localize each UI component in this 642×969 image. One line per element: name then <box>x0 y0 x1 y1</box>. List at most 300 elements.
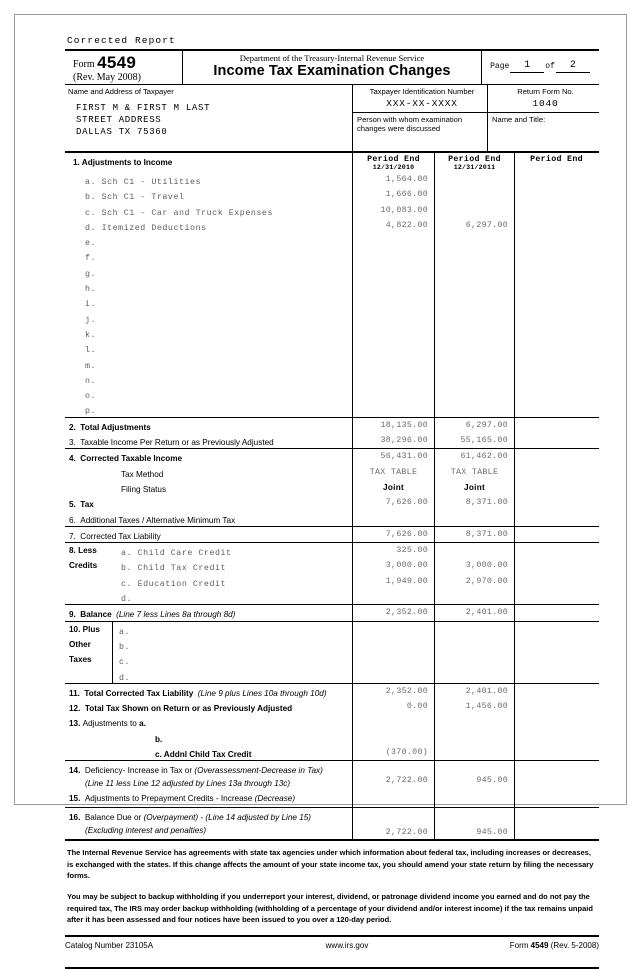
adjustment-p2 <box>435 187 515 202</box>
adjustment-p2 <box>435 371 515 386</box>
adjustment-desc <box>65 401 353 416</box>
filing-status-p2: Joint <box>435 480 515 495</box>
line-16-number: 16. <box>69 813 81 823</box>
other-tax-item <box>113 668 352 683</box>
period1-header-label: Period End <box>367 155 420 164</box>
credit-desc <box>65 574 353 589</box>
tax-method-p1: TAX TABLE <box>353 465 435 480</box>
period1-date: 12/31/2010 <box>372 164 415 171</box>
line-2-row <box>65 417 599 433</box>
adjustment-desc <box>65 310 353 325</box>
line-12-label: Total Tax Shown on Return or as Previously Adjusted <box>84 704 293 714</box>
corrected-report-label: Corrected Report <box>67 35 176 46</box>
adjustment-p3 <box>515 371 598 386</box>
line-5-row <box>65 495 599 510</box>
line-11-p2: 2,401.00 <box>435 684 515 699</box>
adjustment-p2 <box>435 248 515 263</box>
other-tax-row <box>65 652 599 667</box>
taxpayer-right-block <box>353 85 599 151</box>
credit-label: a. Child Care Credit <box>121 549 232 559</box>
line-8-number-label: 8. Less <box>69 546 97 556</box>
adjustment-row <box>65 233 599 248</box>
other-tax-letter: d. <box>119 673 131 683</box>
line-3-p1: 38,296.00 <box>353 433 435 448</box>
line-15-number: 15. <box>69 794 81 804</box>
other-tax-p3 <box>515 652 598 667</box>
adjustment-desc <box>65 187 353 202</box>
adjustment-p3 <box>515 279 598 294</box>
line-13-number: 13. <box>69 719 83 729</box>
line-13-p1: (370.00) <box>353 745 435 760</box>
adjustment-desc <box>65 248 353 263</box>
line-13-row <box>65 730 599 745</box>
line-9-row <box>65 604 599 620</box>
other-tax-row <box>65 637 599 652</box>
line-11-p3 <box>515 684 598 699</box>
credit-p2 <box>435 543 515 558</box>
credit-row <box>65 589 599 604</box>
line-4-p1: 56,431.00 <box>353 449 435 464</box>
credit-p3 <box>515 589 598 604</box>
line-8-block <box>65 542 599 604</box>
adjustment-p1 <box>353 248 435 263</box>
adjustment-p1 <box>353 294 435 309</box>
adjustment-p2 <box>435 356 515 371</box>
adjustment-p1 <box>353 356 435 371</box>
period2-header-label: Period End <box>448 155 501 164</box>
name-and-title-label: Name and Title: <box>492 115 546 124</box>
adjustment-row <box>65 325 599 340</box>
adjustment-p2 <box>435 279 515 294</box>
line-13-p3 <box>515 730 598 745</box>
line-6-p2 <box>435 511 515 526</box>
line-12-row <box>65 699 599 714</box>
credit-desc <box>65 558 353 573</box>
credit-side-label <box>65 574 117 589</box>
adjustment-desc <box>65 325 353 340</box>
taxpayer-address-block <box>65 85 353 151</box>
line-7-number: 7. <box>69 531 76 541</box>
credit-p3 <box>515 543 598 558</box>
other-tax-p1 <box>353 622 435 637</box>
adjustment-row <box>65 187 599 202</box>
line-7-p3 <box>515 527 598 542</box>
credit-row <box>65 558 599 573</box>
credit-p2: 3,000.00 <box>435 558 515 573</box>
adjustment-label: i. <box>85 300 97 310</box>
adjustment-p2 <box>435 203 515 218</box>
taxpayer-band <box>65 85 599 152</box>
other-tax-p1 <box>353 637 435 652</box>
line-14-label-b: (Overassessment-Decrease in Tax) <box>194 766 323 776</box>
adjustment-p1 <box>353 371 435 386</box>
credit-rows-container <box>65 543 599 604</box>
adjustment-p2: 6,297.00 <box>435 218 515 233</box>
line-16-label-b: (Overpayment) - (Line 14 adjusted by Line 15) <box>143 813 312 823</box>
adjustment-desc <box>65 172 353 187</box>
other-tax-p2 <box>435 668 515 683</box>
line-14-label-c: (Line 11 less Line 12 adjusted by Lines 13a through 13c) <box>85 779 291 789</box>
credit-desc <box>65 543 353 558</box>
line-9-label: Balance <box>80 610 112 620</box>
line-13-row <box>65 714 599 729</box>
adjustment-p2 <box>435 310 515 325</box>
adjustment-row <box>65 371 599 386</box>
adjustment-desc <box>65 356 353 371</box>
credit-row <box>65 543 599 558</box>
return-form-value: 1040 <box>532 98 559 109</box>
adjustment-p3 <box>515 172 598 187</box>
line-5-p1: 7,626.00 <box>353 495 435 510</box>
adjustment-desc <box>65 218 353 233</box>
filing-status-p3 <box>515 480 598 495</box>
line-11-desc <box>65 684 353 699</box>
line-14-desc <box>65 761 353 807</box>
line-5-number: 5. <box>69 500 76 510</box>
line-9-p3 <box>515 605 598 620</box>
footer-form-label: Form <box>509 940 529 950</box>
credit-side-label: Credits <box>69 561 98 571</box>
person-discussed-label: Person with whom examination changes were discussed <box>353 113 488 151</box>
examination-table <box>65 152 599 841</box>
credit-p1: 1,949.00 <box>353 574 435 589</box>
line-12-p3 <box>515 699 598 714</box>
other-tax-p2 <box>435 622 515 637</box>
adjustment-p3 <box>515 325 598 340</box>
line-13-letter: a. <box>139 719 146 729</box>
adjustment-p2 <box>435 172 515 187</box>
other-tax-item <box>113 637 352 652</box>
line-11-label: Total Corrected Tax Liability <box>84 688 194 698</box>
line-2-p3 <box>515 418 598 433</box>
form-title-block <box>183 51 482 84</box>
line-11-number: 11. <box>69 688 80 698</box>
line-11-p1: 2,352.00 <box>353 684 435 699</box>
line-5-p3 <box>515 495 598 510</box>
line-5-desc <box>65 495 353 510</box>
other-tax-item <box>113 622 352 637</box>
form-number: 4549 <box>97 53 137 72</box>
credit-label: c. Education Credit <box>121 579 227 589</box>
filing-status-label: Filing Status <box>121 484 167 494</box>
credit-item <box>117 589 352 604</box>
line-3-desc <box>65 433 353 448</box>
adjustment-p1: 1,666.00 <box>353 187 435 202</box>
line-7-p1: 7,626.00 <box>353 527 435 542</box>
other-tax-p3 <box>515 622 598 637</box>
adjustment-desc <box>65 264 353 279</box>
line-11-note: (Line 9 plus Lines 10a through 10d) <box>197 688 327 698</box>
line-16-label-a: Balance Due or <box>84 813 144 823</box>
credit-label: b. Child Tax Credit <box>121 564 227 574</box>
line-7-desc <box>65 527 353 542</box>
adjustment-p1 <box>353 401 435 416</box>
catalog-number: Catalog Number 23105A <box>65 940 154 950</box>
section1-title-cell <box>65 153 353 172</box>
line-13-desc <box>65 745 353 760</box>
other-tax-p2 <box>435 637 515 652</box>
adjustment-p3 <box>515 233 598 248</box>
adjustment-p2 <box>435 340 515 355</box>
line-13-p2 <box>435 714 515 729</box>
adjustment-label: g. <box>85 269 97 279</box>
taxpayer-city-state-zip: DALLAS TX 75360 <box>76 127 168 137</box>
line-12-p1: 0.00 <box>353 699 435 714</box>
line-12-number: 12. <box>69 704 81 714</box>
department-name: Department of the Treasury-Internal Revenue Service <box>239 53 425 63</box>
adjustment-p3 <box>515 248 598 263</box>
line-4-row <box>65 448 599 464</box>
line-13-p1 <box>353 714 435 729</box>
state-agreement-paragraph: The Internal Revenue Service has agreements with state tax agencies under which information about federal tax, including increases or decreases, is exchanged with the states. If this change affects the amount of your state income tax, you should amend your state return by filing the necessary forms. <box>67 848 594 881</box>
adjustment-p3 <box>515 203 598 218</box>
line-2-number: 2. <box>69 422 76 432</box>
line-9-number: 9. <box>69 610 76 620</box>
tin-value: XXX-XX-XXXX <box>386 98 458 109</box>
adjustment-label: o. <box>85 392 97 402</box>
line-6-p1 <box>353 511 435 526</box>
adjustment-desc <box>65 203 353 218</box>
line-16-row <box>65 807 599 839</box>
adjustment-p1 <box>353 279 435 294</box>
line-13-desc <box>65 730 353 745</box>
line-12-desc <box>65 699 353 714</box>
adjustment-desc <box>65 279 353 294</box>
adjustment-row <box>65 294 599 309</box>
line-16-p2 <box>435 808 515 839</box>
adjustment-p3 <box>515 401 598 416</box>
line-14-p2-value: 945.00 <box>476 775 508 785</box>
line-13-p3 <box>515 745 598 760</box>
adjustment-p3 <box>515 386 598 401</box>
other-tax-letter: b. <box>119 642 131 652</box>
line-3-label: Taxable Income Per Return or as Previously Adjusted <box>80 438 274 448</box>
adjustment-p2 <box>435 294 515 309</box>
section1-title: 1. Adjustments to Income <box>73 158 173 167</box>
line-10-block <box>65 621 599 683</box>
adjustment-desc <box>65 371 353 386</box>
line-13-label: Adjustments to <box>82 719 140 729</box>
line-13-p1 <box>353 730 435 745</box>
adjustment-label: k. <box>85 330 97 340</box>
credit-item <box>117 543 352 558</box>
credit-p1 <box>353 589 435 604</box>
filing-status-desc <box>65 480 353 495</box>
line-4-p3 <box>515 449 598 464</box>
page-total: 2 <box>556 60 590 73</box>
other-tax-rows-container <box>65 622 599 683</box>
line-10-side-label: Taxes <box>65 652 113 667</box>
credit-p2 <box>435 589 515 604</box>
line-5-label: Tax <box>80 500 94 510</box>
line-3-p3 <box>515 433 598 448</box>
adjustment-label: a. Sch C1 - Utilities <box>85 178 202 187</box>
other-tax-row <box>65 622 599 637</box>
line-14-p1 <box>353 761 435 807</box>
adjustment-row <box>65 279 599 294</box>
line-10-side-label: Other <box>65 637 113 652</box>
line-4-p2: 61,462.00 <box>435 449 515 464</box>
line-4-label: Corrected Taxable Income <box>80 454 183 464</box>
line-16-p1-value: 2,722.00 <box>385 828 428 838</box>
adjustment-row <box>65 172 599 187</box>
adjustment-p3 <box>515 340 598 355</box>
adjustment-desc <box>65 386 353 401</box>
line-12-p2: 1,456.00 <box>435 699 515 714</box>
line-2-label: Total Adjustments <box>80 422 151 432</box>
form-revision: (Rev. May 2008) <box>73 72 141 83</box>
taxpayer-name: FIRST M & FIRST M LAST <box>76 103 211 113</box>
other-tax-desc <box>65 622 353 637</box>
adjustment-row <box>65 218 599 233</box>
line-13-p3 <box>515 714 598 729</box>
footer-bar <box>65 935 599 950</box>
other-tax-p3 <box>515 637 598 652</box>
other-tax-desc <box>65 637 353 652</box>
line-3-number: 3. <box>69 438 76 448</box>
line-10-side-label <box>65 668 113 683</box>
line-6-number: 6. <box>69 515 76 525</box>
adjustment-label: p. <box>85 407 97 417</box>
person-row <box>353 113 599 151</box>
adjustment-p3 <box>515 310 598 325</box>
adjustment-p3 <box>515 218 598 233</box>
taxpayer-street: STREET ADDRESS <box>76 115 162 125</box>
credit-side-label <box>65 589 117 604</box>
adjustment-p2 <box>435 264 515 279</box>
form-sheet <box>65 35 599 969</box>
other-tax-item <box>113 652 352 667</box>
adjustment-label: d. Itemized Deductions <box>85 223 207 233</box>
line-9-desc <box>65 605 353 620</box>
credit-p1: 3,000.00 <box>353 558 435 573</box>
other-tax-row <box>65 668 599 683</box>
adjustment-p2 <box>435 233 515 248</box>
tin-label: Taxpayer Identification Number <box>369 87 475 96</box>
credit-p1: 325.00 <box>353 543 435 558</box>
adjustment-p2 <box>435 401 515 416</box>
other-tax-letter: a. <box>119 627 131 637</box>
line-13-letter: b. <box>155 734 163 744</box>
line-16-p1 <box>353 808 435 839</box>
page-current: 1 <box>510 60 544 73</box>
credit-desc <box>65 589 353 604</box>
line-6-label: Additional Taxes / Alternative Minimum Tax <box>80 515 236 525</box>
line-4-number: 4. <box>69 454 76 464</box>
tax-method-p2: TAX TABLE <box>435 465 515 480</box>
adjustment-row <box>65 203 599 218</box>
line-6-row <box>65 511 599 526</box>
line-2-p1: 18,135.00 <box>353 418 435 433</box>
line-13-p2 <box>435 745 515 760</box>
footer-form-id <box>429 941 599 950</box>
adjustment-label: l. <box>85 346 97 356</box>
adjustment-row <box>65 248 599 263</box>
credit-label: d. <box>121 595 133 605</box>
line-13-p2 <box>435 730 515 745</box>
adjustment-label: b. Sch C1 - Travel <box>85 193 185 203</box>
filing-status-p1: Joint <box>353 480 435 495</box>
credit-item <box>117 558 352 573</box>
adjustment-p3 <box>515 356 598 371</box>
line-3-row <box>65 433 599 448</box>
line-10-side-label: 10. Plus <box>65 622 113 637</box>
adjustment-p2 <box>435 386 515 401</box>
credit-p2: 2,970.00 <box>435 574 515 589</box>
line-2-desc <box>65 418 353 433</box>
line-13-rows-container <box>65 714 599 760</box>
irs-website: www.irs.gov <box>325 940 369 950</box>
return-form-cell <box>488 85 599 112</box>
line-14-label-a: Deficiency- Increase in Tax or <box>84 766 195 776</box>
adjustment-p3 <box>515 294 598 309</box>
filing-status-row <box>65 480 599 495</box>
adjustment-p1: 10,083.00 <box>353 203 435 218</box>
other-tax-p2 <box>435 652 515 667</box>
name-address-label: Name and Address of Taxpayer <box>68 87 174 96</box>
period2-header <box>435 153 515 172</box>
adjustment-desc <box>65 340 353 355</box>
line-16-p3 <box>515 808 598 839</box>
other-tax-p1 <box>353 652 435 667</box>
adjustment-desc <box>65 294 353 309</box>
form-label: Form <box>73 59 95 70</box>
page-number-block <box>482 51 599 84</box>
line-14-number: 14. <box>69 766 81 776</box>
tax-method-p3 <box>515 465 598 480</box>
line-16-p2-value: 945.00 <box>476 828 508 838</box>
period2-date: 12/31/2011 <box>453 164 496 171</box>
line-5-p2: 8,371.00 <box>435 495 515 510</box>
tax-method-row <box>65 465 599 480</box>
adjustment-p1 <box>353 310 435 325</box>
line-14-row <box>65 760 599 807</box>
adjustment-desc <box>65 233 353 248</box>
adjustment-rows-container <box>65 172 599 417</box>
adjustment-label: h. <box>85 285 97 295</box>
adjustment-p3 <box>515 264 598 279</box>
other-tax-desc <box>65 652 353 667</box>
line-14-p3 <box>515 761 598 807</box>
period3-header <box>515 153 598 172</box>
line-16-desc <box>65 808 353 839</box>
line-11-row <box>65 683 599 699</box>
adjustment-p1 <box>353 325 435 340</box>
form-title-band <box>65 49 599 85</box>
adjustment-label: j. <box>85 315 97 325</box>
adjustment-p1 <box>353 386 435 401</box>
adjustment-label: m. <box>85 361 97 371</box>
line-6-p3 <box>515 511 598 526</box>
other-tax-letter: c. <box>119 658 131 668</box>
footer-form-number: 4549 <box>530 940 549 950</box>
adjustment-row <box>65 401 599 416</box>
backup-withholding-paragraph: You may be subject to backup withholding if you underreport your interest, dividend, or patronage dividend income you earned and do not pay the required tax, The IRS may order backup withholding (withholding of a percentage of your dividend and/or interest income) if the tax remains unpaid after it has been assessed and four notices have been issued to you over a 120-day period. <box>67 892 593 925</box>
line-16-label-c: (Excluding interest and penalties) <box>85 826 207 836</box>
other-tax-p3 <box>515 668 598 683</box>
period1-header <box>353 153 435 172</box>
credit-p3 <box>515 574 598 589</box>
page-label: Page <box>490 62 510 71</box>
credit-p3 <box>515 558 598 573</box>
adjustment-label: n. <box>85 376 97 386</box>
return-form-label: Return Form No. <box>517 87 574 96</box>
adjustment-p1: 4,822.00 <box>353 218 435 233</box>
adjustment-row <box>65 386 599 401</box>
adjustment-row <box>65 356 599 371</box>
period3-header-label: Period End <box>530 155 583 164</box>
adjustment-p1 <box>353 264 435 279</box>
